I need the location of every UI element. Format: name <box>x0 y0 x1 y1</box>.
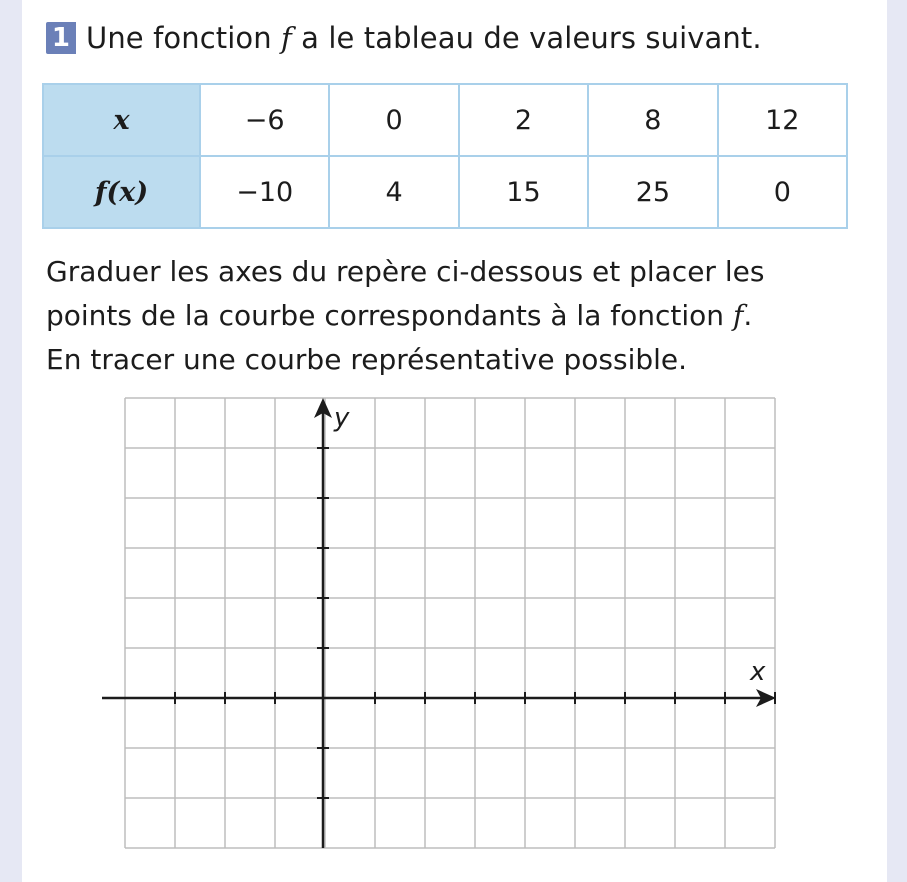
x-value-cell: 2 <box>459 84 588 156</box>
x-value-cell: −6 <box>200 84 329 156</box>
x-value-cell: 0 <box>329 84 458 156</box>
exercise-title <box>46 18 762 58</box>
y-axis-label: y <box>334 403 350 433</box>
instruction-line-3: En tracer une courbe représentative possible. <box>46 343 688 376</box>
title-text-before: Une fonction <box>86 21 282 55</box>
fx-value-cell: 15 <box>459 156 588 228</box>
fx-value-cell: −10 <box>200 156 329 228</box>
exercise-number-badge: 1 <box>46 22 76 54</box>
instruction-line-2 <box>46 294 860 338</box>
values-table <box>42 83 848 229</box>
x-value-cell: 8 <box>588 84 717 156</box>
x-value-cell: 12 <box>718 84 847 156</box>
x-row <box>43 84 847 156</box>
fx-header-cell: f(x) <box>43 156 200 228</box>
title-text-after: a le tableau de valeurs suivant. <box>291 21 762 55</box>
instruction-line-1: Graduer les axes du repère ci-dessous et placer les <box>46 255 765 288</box>
instructions <box>46 250 860 382</box>
instruction-line-2-text: points de la courbe correspondants à la fonction <box>46 299 733 332</box>
instruction-function-name: f <box>732 299 744 332</box>
fx-value-cell: 25 <box>588 156 717 228</box>
grid-lines <box>125 398 775 848</box>
exercise-page <box>22 0 887 882</box>
fx-row <box>43 156 847 228</box>
x-axis-label: x <box>750 657 766 687</box>
instruction-line-2-end: . <box>743 299 753 332</box>
coordinate-grid[interactable] <box>102 384 822 854</box>
fx-value-cell: 4 <box>329 156 458 228</box>
x-header-cell: x <box>43 84 200 156</box>
fx-value-cell: 0 <box>718 156 847 228</box>
title-function-name: f <box>281 21 292 55</box>
